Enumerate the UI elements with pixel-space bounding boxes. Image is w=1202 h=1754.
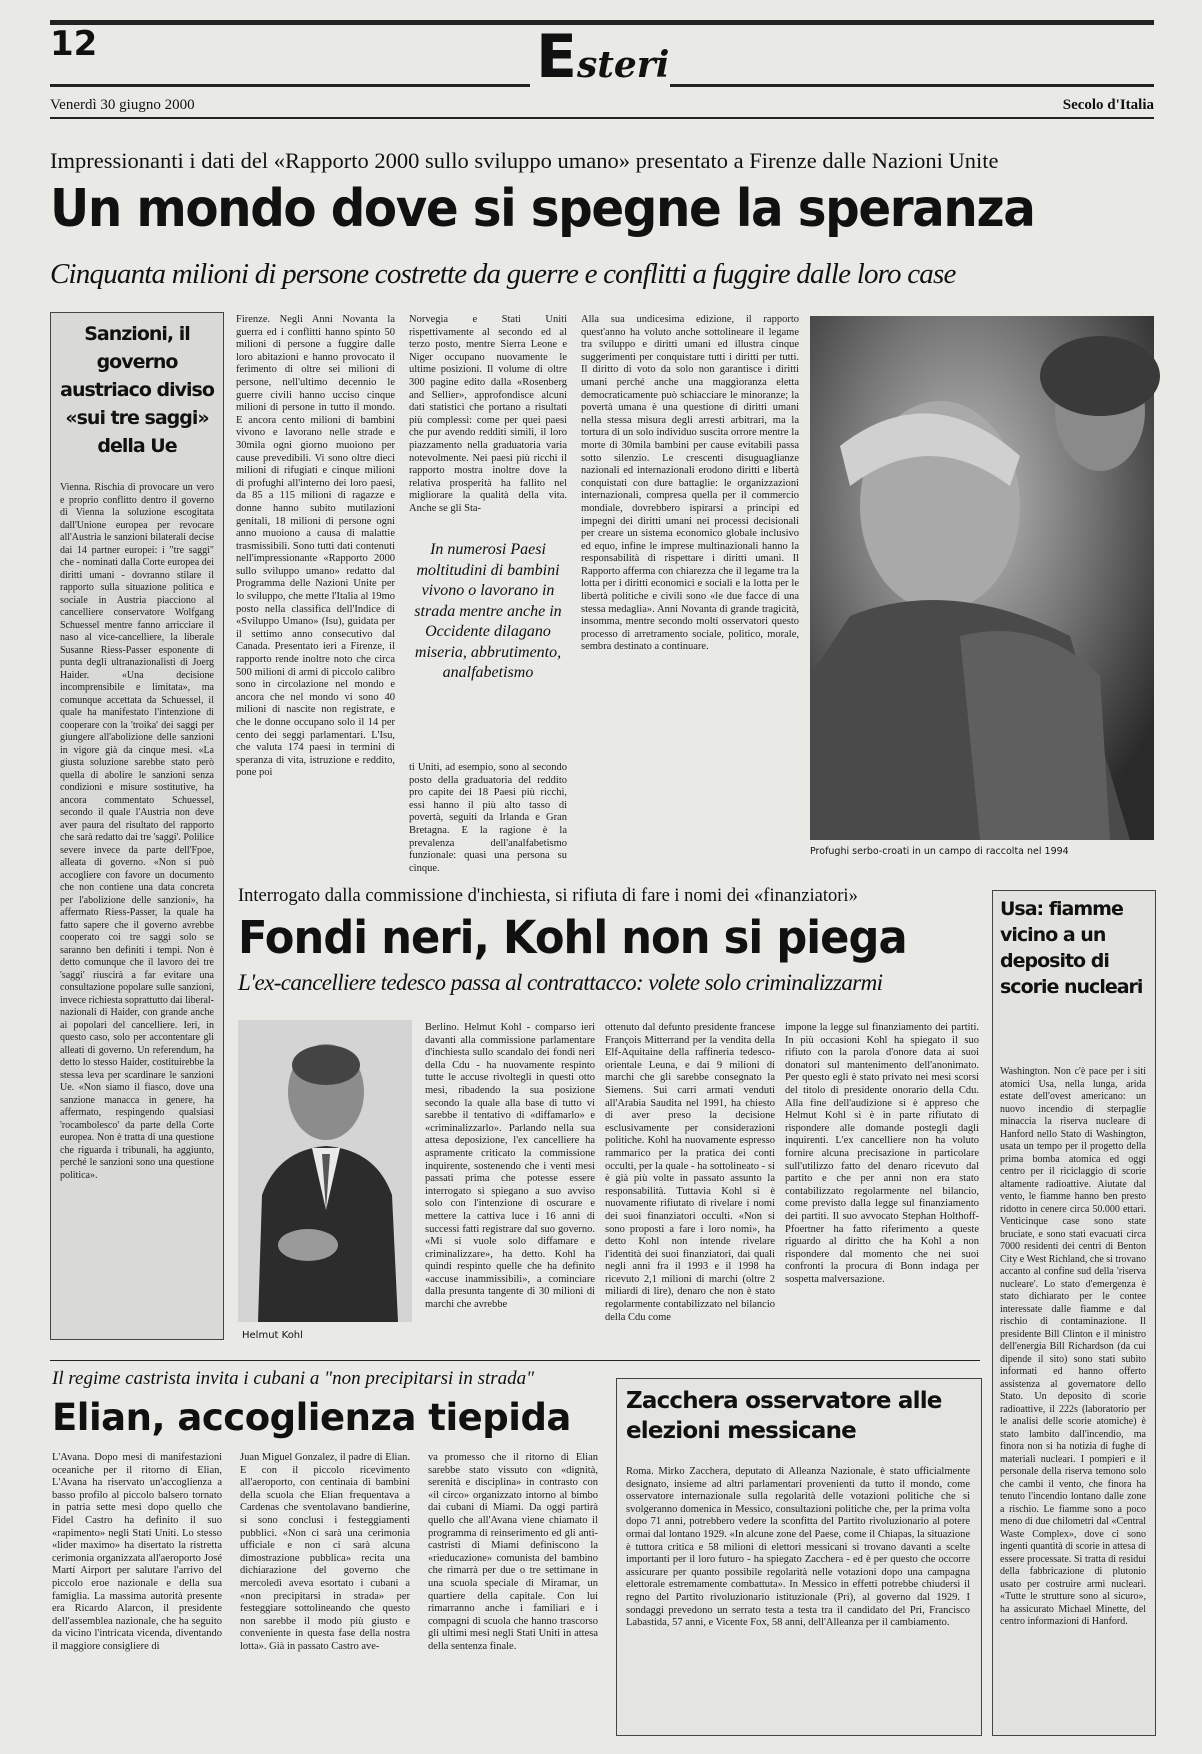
- elian-top-rule: [50, 1360, 980, 1361]
- elian-col-1: L'Avana. Dopo mesi di manifestazioni oceaniche per il ritorno di Elian, L'Avana ha riservato un'accoglienza a basso profilo al piccolo balsero tornato in patria sette mesi dopo quello che Fidel Castro ha definito il suo «rapimento» negli Stati Uniti. Lo stesso «lider maximo» ha disertato la ristretta cerimonia organizzata all'aeroporto José Martí Airport per salutare l'arrivo del piccolo eroe nazionale e della sua famiglia. La massima autorità presente era Ricardo Alarcon, il presidente dell'assemblea nazionale, che ha seguito da vicino l'intricata vicenda, diventando il maggiore consigliere di: [52, 1452, 222, 1652]
- main-col-3: Alla sua undicesima edizione, il rapporto quest'anno ha voluto anche sottolineare il legame tra sviluppo e diritti umani ed illustra cinque suggerimenti per conquistare tutti i diritti per tutti. Il diritto di voto da solo non garantisce i diritti umani perché anche una maggioranza eletta democraticamente può schiacciare le minoranze; la povertà umana è una questione di diritti umani nella stessa misura degli arresti arbitrari, ma la tortura di un solo individuo suscita orrore mentre la morte di 30mila bambini per cause evitabili passa sotto silenzio. Le crescenti disuguaglianze nazionali ed internazionali erodono diritti e libertà conquistati con dure battaglie: le organizzazioni internazionali, compresa quella per il commercio mondiale, dovrebbero ispirarsi a principi ed impegni dei diritti umani nei processi decisionali per creare un sistema economico globale inclusivo ed equo, infine le imprese multinazionali hanno la responsabilità di rispettare i diritti umani. Il Rapporto afferma con chiarezza che il legame tra la lotta per i diritti economici e sociali e la lotta per le libertà politiche e civili sono «le due facce di una stessa medaglia». Anni Novanta di grande tragicità, insomma, mentre secondo molti osservatori questo processo di arretramento sociale, politico, morale, sembra destinato a continuare.: [581, 314, 799, 653]
- austria-body: Vienna. Rischia di provocare un vero e proprio conflitto dentro il governo di Vienna la soluzione escogitata dall'Unione europea per revocare all'Austria le sanzioni bilaterali decise dai 14 partner europei: i "tre saggi" che - nominati dalla Corte europea dei diritti umani - dovranno stilare il rapporto sulla situazione politica e sociale in Austria piacciono al cancelliere conservatore Wolfgang Schuessel mentre fanno arricciare il naso al vice-cancelliere, la liberale Susanne Riess-Passer esponente di punta degli ultranazionalisti di Joerg Haider. «Una decisione incomprensibile e limitata», ma comunque accettata da Schuessel, il quale ha manifestato l'intenzione di cooperare con la 'troika' dei saggi per giungere all'abolizione delle sanzioni in vigore già da cinque mesi. «La giusta soluzione sarebbe stato però quella di abolire le sanzioni senza condizioni e misure sostitutive, ha ancora commentato Schuessel, secondo il quale l'Austria non deve aver paura del risultato del rapporto che sarà redatto dai tre 'saggi'. Polilice severe invece da parte dell'Fpoe, alleata di governo. «Non si può accogliere con favore un documento che non contiene una data concreta per l'abolizione delle sanzioni», ha affermato Riess-Passer, la quale ha fatto sapere che il governo avrebbe cooperato coi tre saggi solo se saranno ben definiti i tempi. Non è detto comunque che il lavoro dei tre 'saggi' riuscirà a far evitare una consultazione popolare sulle sanzioni, invece richiesta soprattutto dai liberal-nazionali di Haider, con grande anche ai popolari del cancelliere. Ieri, in questo caso, solo per accontentare gli alleati di governo. Un referendum, ha detto lo stesso Haider, costituirebbe la stessa leva per scardinare le sanzioni Ue. «Non siamo il fiasco, dove una sanzione manacca in genere, ha affermato, respingendo qualsiasi 'rocambolesco' da parte della Corte europea. Non è tratta di una questione che riguarda i tribunali, ha aggiunto, perché le sanzioni sono una questione politica».: [60, 482, 214, 1181]
- usa-headline: Usa: fiamme vicino a un deposito di scorie nucleari: [1000, 898, 1143, 998]
- header-bottom-rule: [50, 117, 1154, 119]
- kohl-col-1: Berlino. Helmut Kohl - comparso ieri davanti alla commissione parlamentare d'inchiesta sullo scandalo dei fondi neri della Cdu - ha nuovamente respinto tutte le accuse rivoltegli in questi otto mesi, ribadendo la sua posizione secondo la quale alla base di tutto vi sarebbe il tentativo di «diffamarlo» e «criminalizzarlo». Parlando nella sua attesa deposizione, l'ex cancelliere ha aspramente criticato la commissione inquirente, sostenendo che i venti mesi passati prima che potesse essere interrogato si spiegano a suo avviso solo con l'intenzione di oscurare e mettere la cattiva luce i 16 anni di successi fatti registrare dal suo governo. «Mi si vuole solo diffamare e criminalizzare», ha detto. Kohl ha quindi respinto quelle che ha definito «accuse inammissibili», a cominciare dalla presunta tangente di 30 milioni di marchi che avrebbe: [425, 1022, 595, 1311]
- elian-headline: Elian, accoglienza tiepida: [52, 1396, 571, 1439]
- usa-body: Washington. Non c'è pace per i siti atomici Usa, nella lunga, arida estate dell'ovest americano: un nuovo incendio di sterpaglie minaccia la riserva nucleare di Hanford nello Stato di Washington, usata un tempo per il progetto della prima bomba atomica ed oggi centro per il riciclaggio di scorie altamente radioattive. Aiutate dal vento, le fiamme hanno ben presto ridotto in cenere circa 50.000 ettari. Venticinque case sono state bruciate, e sono stati evacuati circa 7000 residenti dei centri di Benton City e West Richland, che si trovano accanto al confine sud della 'riserva nucleare'. Lo stato d'emergenza è stato dichiarato per le contee interessate dalle fiamme e dal rischio di contaminazione. Il presidente Bill Clinton e il ministro dell'energia Bill Richardson (da cui dipende il sito) sono stati subito informati ed hanno offerto assistenza al governatore dello Stato. Un deposito di scorie radioattive, il 222s (laboratorio per le analisi delle scorie atomiche) è stato lambito dall'incendio, ma finora non si ha notizia di fughe di materiali nucleari. I pompieri e il personale della riserva temono solo che cambi il vento, che finora ha tenuto l'incendio lontano dalle zone a rischio. Le fiamme sono a poco meno di due chilometri dal «Central Waste Complex», dove ci sono ingenti quantità di scorie in attesa di essere processate. Si tratta di residui della fabbricazione di plutonio usato per costruire armi nucleari. «Tutte le strutture sono al sicuro», ha assicurato Michael Minette, del centro informazioni di Hanford.: [1000, 1066, 1146, 1627]
- section-title: [536, 22, 670, 92]
- refugees-photo-caption: Profughi serbo-croati in un campo di raccolta nel 1994: [810, 846, 1069, 857]
- elian-kicker: Il regime castrista invita i cubani a "non precipitarsi in strada": [52, 1368, 535, 1389]
- refugees-photo-art: [810, 316, 1154, 840]
- section-initial: E: [536, 22, 577, 92]
- austria-headline: Sanzioni, il governo austriaco diviso «sui tre saggi» della Ue: [60, 323, 214, 457]
- kohl-kicker: Interrogato dalla commissione d'inchiesta, si rifiuta di fare i nomi dei «finanziatori»: [238, 886, 858, 906]
- header-top-rule: [50, 20, 1154, 25]
- main-subhead: Cinquanta milioni di persone costrette da guerre e conflitti a fuggire dalle loro case: [50, 258, 956, 290]
- main-pull-quote: In numerosi Paesi moltitudini di bambini vivono o lavorano in strada mentre anche in Occidente dilagano miseria, abbrutimento, analfabetismo: [414, 541, 562, 681]
- main-col-2a: Norvegia e Stati Uniti rispettivamente al secondo ed al terzo posto, mentre Sierra Leone e Niger occupano nuovamente le ultime posizioni. Il volume di oltre 300 pagine edito dalla «Rosenberg and Sellier», approfondisce alcuni dati statistici che portano a risultati più complessi: come per quei paesi che pur avendo redditi simili, il loro piazzamento nella graduatoria varia notevolmente. Nei paesi più ricchi il rapporto mostra inoltre dove la relativa prosperità ha fallito nel migliorare la qualità della vita. Anche se gli Sta-: [409, 314, 567, 514]
- kohl-col-3: impone la legge sul finanziamento dei partiti. In più occasioni Kohl ha spiegato il suo rifiuto con la parola d'onore data ai suoi donatori sul mantenimento dell'anonimato. Per questo egli è stato privato nei mesi scorsi del titolo di presidente onorario della Cdu. Alla fine dell'audizione si è appreso che Helmut Kohl si è in parte rifiutato di rispondere alle domande postegli dagli inquirenti. L'ex cancelliere non ha voluto fornire alcuna precisazione in particolare sull'utilizzo fatto del denaro ricevuto dal partito e che per anni non era stato contabilizzato regolarmente nel bilancio, come previsto dalla legge sul finanziamento dei partiti. Il suo avvocato Stephan Holthoff-Pfoertner ha fatto riferimento a queste riguardo al diritto che ha Kohl a non rispondere dal momento che nei suoi confronti la procura di Bonn indaga per sospetta malversazione.: [785, 1022, 979, 1285]
- section-rest: steri: [577, 44, 670, 86]
- issue-date: Venerdì 30 giugno 2000: [50, 97, 195, 113]
- page-number: 12: [50, 24, 98, 64]
- kohl-headline: Fondi neri, Kohl non si piega: [238, 911, 907, 964]
- refugees-photo: [810, 316, 1154, 840]
- kohl-photo-art: [238, 1020, 412, 1322]
- main-kicker: Impressionanti i dati del «Rapporto 2000 sullo sviluppo umano» presentato a Firenze dalle Nazioni Unite: [50, 148, 999, 173]
- kohl-photo: [238, 1020, 412, 1322]
- main-headline: Un mondo dove si spegne la speranza: [50, 179, 1035, 239]
- paper-name: Secolo d'Italia: [1062, 97, 1154, 113]
- elian-col-2: Juan Miguel Gonzalez, il padre di Elian. E con il piccolo ricevimento all'aeroporto, con centinaia di bambini della scuola che Elian frequentava a Cardenas che sventolavano bandierine, si sono conclusi i festeggiamenti pubblici. «Non ci sarà una cerimonia ufficiale e non ci sarà alcuna dimostrazione pubblica» recita una dichiarazione del governo che mercoledì aveva esortato i cubani a «non precipitarsi in strada» per festeggiare sottolineando che questo non sarebbe il modo più giusto e conveniente in questa fase della nostra lotta». Già in passato Castro ave-: [240, 1452, 410, 1652]
- zacchera-headline: Zacchera osservatore alle elezioni messicane: [626, 1388, 942, 1444]
- header-rule-right: [670, 84, 1154, 87]
- kohl-photo-caption: Helmut Kohl: [242, 1330, 303, 1341]
- kohl-subhead: L'ex-cancelliere tedesco passa al contrattacco: volete solo criminalizzarmi: [238, 970, 883, 995]
- main-col-1: Firenze. Negli Anni Novanta la guerra ed i conflitti hanno spinto 50 milioni di persone a fuggire dalle loro abitazioni e hanno provocato il ferimento di oltre sei milioni di persone, nell'ultimo decennio le guerre civili hanno ucciso cinque milioni di persone in tutto il mondo. E ancora cento milioni di bambini vivono e lavorano nelle strade e 30mila ogni giorno muoiono per cause prevedibili. Vi sono oltre dieci milioni di rifugiati e cinque milioni di profughi all'interno dei loro paesi, da 85 a 115 milioni di ragazze e donne hanno subito mutilazioni genitali, 18 milioni di persone ogni anno muoiono a causa di malattie trasmissibili. Sono tutti dati contenuti nell'impressionante «Rapporto 2000 sullo sviluppo umano» redatto dal Programma delle Nazioni Unite per lo sviluppo, che mette l'Italia al 19mo posto nella classifica dell'Indice di «Sviluppo Umano» (Isu), guidata per il settimo anno consecutivo dal Canada. Presentato ieri a Firenze, il rapporto rende inoltre noto che circa 500 milioni di armi di piccolo calibro sono in circolazione nel mondo e ancora che nel mondo vi sono 40 milioni di nascite non registrate, e che le donne occupano solo il 14 per cento dei seggi parlamentari. L'Isu, che valuta 174 paesi in termini di speranza di vita, istruzione e reddito, pone poi: [236, 314, 395, 779]
- main-col-2b: ti Uniti, ad esempio, sono al secondo posto della graduatoria del reddito pro capite dei 18 Paesi più ricchi, essi hanno il più alto tasso di povertà, seguiti da Irlanda e Gran Bretagna. E la ragione è la prevalenza dell'analfabetismo funzionale: quasi una persona su cinque.: [409, 762, 567, 874]
- kohl-col-2: ottenuto dal defunto presidente francese François Mitterrand per la vendita della Elf-Aquitaine della raffineria tedesco-orientale Leuna, e dai 9 milioni di marchi che gli sarebbe consegnato la Siemens. Sui carri armati venduti all'Arabia Saudita nel 1991, ha chiesto di aver preso la decisione esclusivamente per considerazioni politiche. Kohl ha nuovamente espresso rammarico per la pratica dei conti occulti, per la quale - ha sottolineato - si è già più volte in passato assunto la responsabilità. Tuttavia Kohl si è nuovamente rifiutato di rivelare i nomi dei suoi finanziatori occulti. «Non si sono proposti a fare i loro nomi», ha detto Kohl non intende rivelare l'identità dei suoi finanziatori, dai quali negli anni fra il 1993 e il 1998 ha ricevuto 2,1 milioni di marchi (oltre 2 miliardi di lire), denaro che non è stato regolarmente contabilizzato nel bilancio della Cdu come: [605, 1022, 775, 1323]
- elian-col-3: va promesso che il ritorno di Elian sarebbe stato vissuto con «dignità, serenità e disciplina» in contrasto con «il circo» organizzato intorno al bimbo dai cubani di Miami. Da oggi partirà quello che all'Avana viene chiamato il programma di reinserimento ed gli anti-castristi di Miami definiscono la «rieducazione» comunista del bambino che rimarrà per due o tre settimane in una scuola speciale di Miramar, un quartiere della capitale. Con lui rimarranno anche i familiari e i compagni di scuola che hanno trascorso gli ultimi mesi negli Stati Uniti in attesa della sentenza finale.: [428, 1452, 598, 1652]
- zacchera-body: Roma. Mirko Zacchera, deputato di Alleanza Nazionale, è stato ufficialmente designato, insieme ad altri parlamentari provenienti da tutto il mondo, come osservatore internazionale sulla regolarità delle votazioni politiche che si svolgeranno domenica in Messico, consultazioni politiche che, per la prima volta dopo 71 anni, potrebbero vedere la sconfitta del Partito rivoluzionario al potere ormai dal lontano 1929. «In alcune zone del Paese, come il Chiapas, la situazione è tuttora critica e 58 milioni di elettori messicani si trovano davanti a scelte importanti per il loro futuro - ha spiegato Zacchera - ed è per questo che occorre assicurare per quanto possibile regolarità nelle votazioni dopo una campagna elettorale estremamente combattuta». In Messico in effetti potrebbe chiudersi il regno del Partito rivoluzionario istituzionale (Pri), al governo dal 1929. I sondaggi prevedono un serrato testa a testa tra il candidato del Pri, Francisco Labastida, 57 anni, e Vicente Fox, 58 anni, dell'Alleanza per il cambiamento.: [626, 1466, 970, 1629]
- header-rule-left: [50, 84, 530, 87]
